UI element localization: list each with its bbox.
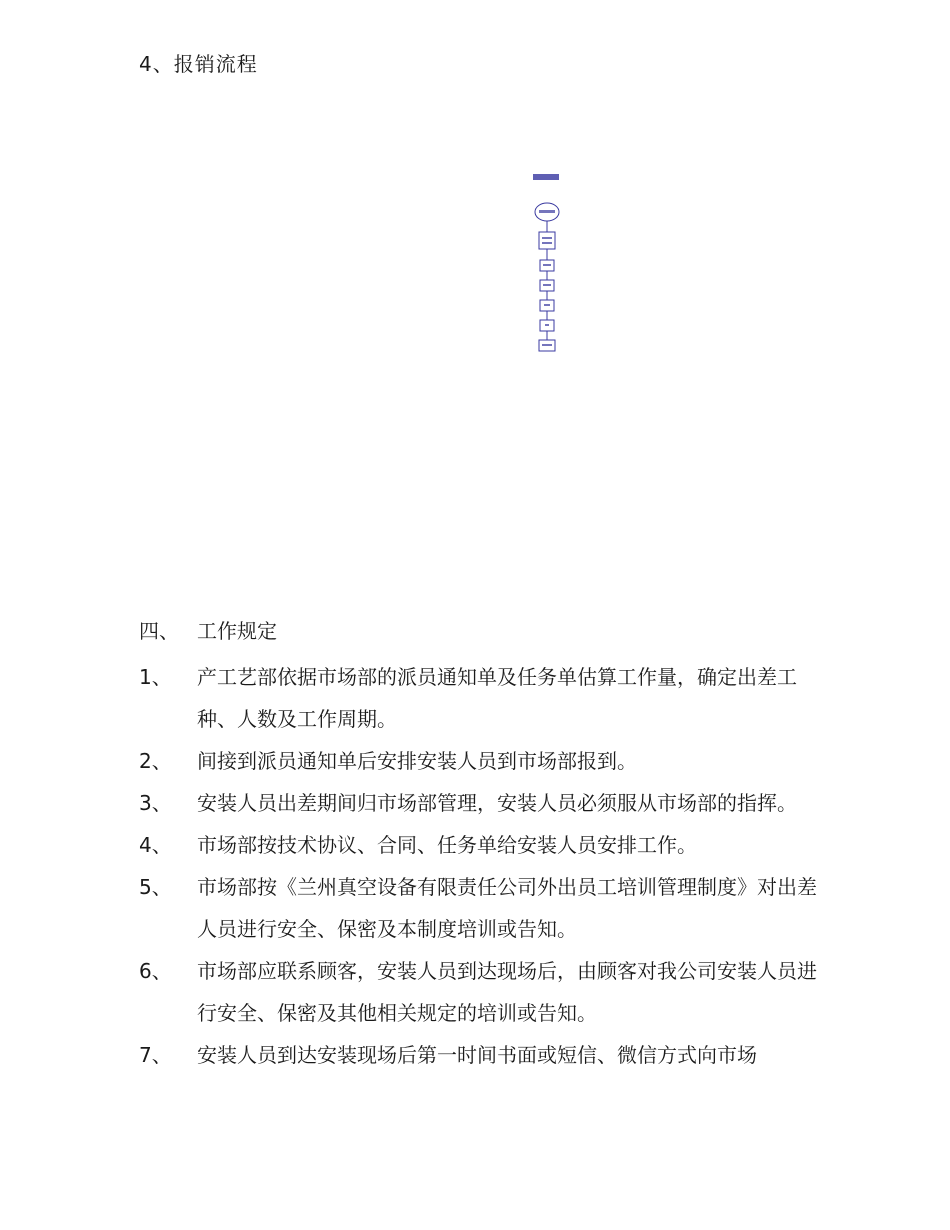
section-title: 工作规定 (197, 619, 277, 643)
section-heading (139, 615, 277, 644)
rule-number: 7、 (139, 1043, 172, 1067)
rule-number: 3、 (139, 791, 172, 815)
section-number: 四、 (139, 619, 179, 643)
list-item (139, 950, 829, 1034)
list-item (139, 824, 829, 866)
list-item (139, 1034, 829, 1076)
rule-number: 1、 (139, 665, 172, 689)
flowchart-image (525, 168, 571, 360)
rule-number: 6、 (139, 959, 172, 983)
rule-text: 市场部按技术协议、合同、任务单给安装人员安排工作。 (197, 833, 697, 857)
rule-text: 安装人员出差期间归市场部管理，安装人员必须服从市场部的指挥。 (197, 791, 797, 815)
rule-text: 间接到派员通知单后安排安装人员到市场部报到。 (197, 749, 637, 773)
rule-text: 市场部按《兰州真空设备有限责任公司外出员工培训管理制度》对出差人员进行安全、保密及本制度培训或告知。 (197, 875, 817, 941)
rule-number: 5、 (139, 875, 172, 899)
rule-number: 4、 (139, 833, 172, 857)
list-item (139, 656, 829, 740)
list-item (139, 866, 829, 950)
rule-text: 产工艺部依据市场部的派员通知单及任务单估算工作量，确定出差工种、人数及工作周期。 (197, 665, 797, 731)
rule-text: 安装人员到达安装现场后第一时间书面或短信、微信方式向市场 (197, 1043, 757, 1067)
rule-text: 市场部应联系顾客，安装人员到达现场后，由顾客对我公司安装人员进行安全、保密及其他相关规定的培训或告知。 (197, 959, 817, 1025)
rules-list (139, 656, 829, 1076)
flow-heading: 4、报销流程 (139, 52, 258, 76)
rule-number: 2、 (139, 749, 172, 773)
list-item (139, 782, 829, 824)
list-item (139, 740, 829, 782)
